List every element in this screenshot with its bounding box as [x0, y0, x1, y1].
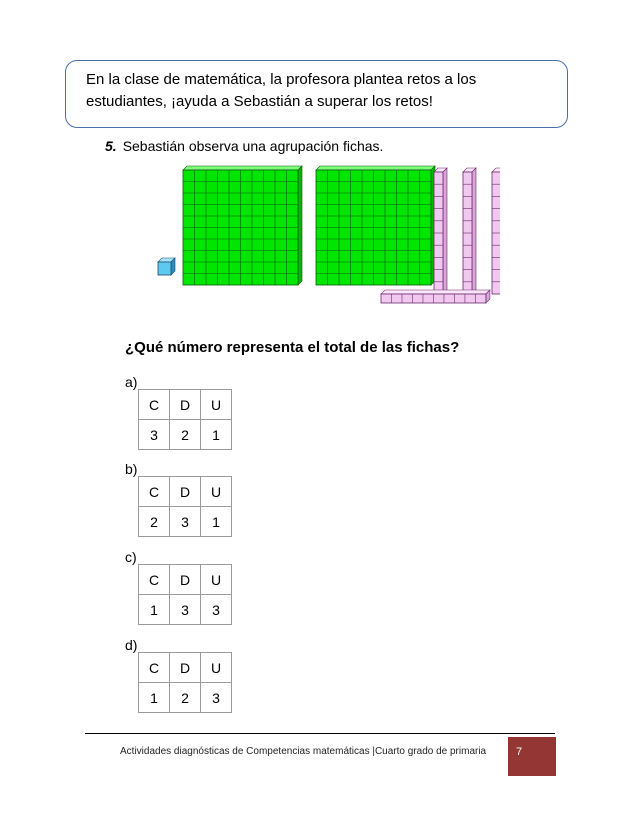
header-c: C [139, 565, 170, 595]
header-c: C [139, 477, 170, 507]
header-d: D [170, 390, 201, 420]
option-c-table [138, 564, 232, 625]
value-d: 3 [170, 507, 201, 537]
option-a-table [138, 389, 232, 450]
value-c: 3 [139, 420, 170, 450]
footer-text: Actividades diagnósticas de Competencias matemáticas |Cuarto grado de primaria [120, 746, 487, 757]
option-d-label[interactable]: d) [125, 637, 138, 653]
ten-rod-block [463, 168, 476, 294]
value-c: 1 [139, 683, 170, 713]
intro-box [65, 60, 568, 128]
option-b-table [138, 476, 232, 537]
value-u: 1 [201, 507, 232, 537]
intro-line-2: estudiantes, ¡ayuda a Sebastián a superar los retos! [86, 93, 433, 110]
option-c-label[interactable]: c) [125, 549, 137, 565]
header-d: D [170, 565, 201, 595]
value-d: 2 [170, 420, 201, 450]
header-u: U [201, 565, 232, 595]
header-u: U [201, 653, 232, 683]
option-d-table [138, 652, 232, 713]
base-ten-blocks-illustration [150, 160, 500, 320]
value-u: 3 [201, 683, 232, 713]
value-c: 1 [139, 595, 170, 625]
question-number: 5. [105, 138, 117, 154]
header-u: U [201, 390, 232, 420]
intro-line-1: En la clase de matemática, la profesora plantea retos a los [86, 71, 477, 88]
header-c: C [139, 653, 170, 683]
ten-rod-block [492, 168, 500, 294]
hundred-flat-block [316, 166, 435, 285]
prompt-text: ¿Qué número representa el total de las fichas? [125, 339, 460, 356]
header-d: D [170, 653, 201, 683]
footer-divider [85, 733, 555, 734]
unit-cube-block [158, 258, 175, 275]
question-text: Sebastián observa una agrupación fichas. [122, 138, 384, 154]
hundred-flat-block [183, 166, 302, 285]
value-d: 3 [170, 595, 201, 625]
value-u: 3 [201, 595, 232, 625]
header-u: U [201, 477, 232, 507]
ten-rod-block [434, 168, 447, 294]
ten-rod-horizontal-block [381, 290, 490, 303]
option-a-label[interactable]: a) [125, 374, 138, 390]
question-5 [105, 138, 383, 154]
header-d: D [170, 477, 201, 507]
option-b-label[interactable]: b) [125, 461, 138, 477]
header-c: C [139, 390, 170, 420]
value-d: 2 [170, 683, 201, 713]
value-u: 1 [201, 420, 232, 450]
value-c: 2 [139, 507, 170, 537]
page-number: 7 [508, 737, 556, 776]
